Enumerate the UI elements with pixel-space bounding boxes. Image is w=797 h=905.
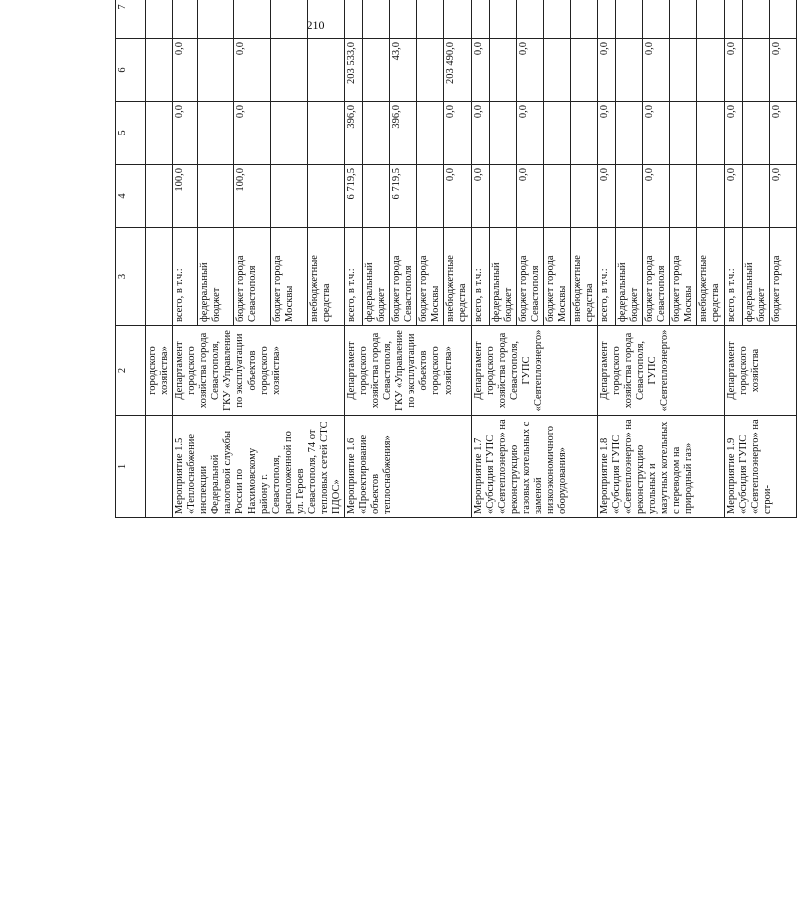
amount-cell bbox=[670, 39, 697, 102]
amount-cell bbox=[234, 0, 271, 39]
amount-cell: 0,0 bbox=[769, 102, 796, 165]
amount-cell: 0,0 bbox=[643, 102, 670, 165]
amount-cell bbox=[670, 0, 697, 39]
amount-cell bbox=[543, 102, 570, 165]
amount-cell bbox=[271, 165, 308, 228]
funding-source: внебюджетные средства bbox=[444, 228, 471, 326]
funding-source: всего, в т.ч.: bbox=[471, 228, 489, 326]
funding-source: внебюджетные средства bbox=[570, 228, 597, 326]
table-cell bbox=[146, 228, 173, 326]
column-header: 4 bbox=[116, 165, 146, 228]
amount-cell bbox=[670, 102, 697, 165]
amount-cell: 100,0 bbox=[234, 165, 271, 228]
amount-cell: 396,0 bbox=[390, 102, 417, 165]
funding-source: бюджет города Севастополя bbox=[390, 228, 417, 326]
amount-cell bbox=[742, 39, 769, 102]
rotated-table-container bbox=[115, 0, 782, 518]
amount-cell bbox=[543, 165, 570, 228]
amount-cell bbox=[363, 165, 390, 228]
column-header: 7 bbox=[116, 0, 146, 39]
amount-cell: 0,0 bbox=[234, 102, 271, 165]
funding-source: федеральный бюджет bbox=[197, 228, 234, 326]
amount-cell bbox=[363, 0, 390, 39]
amount-cell: 43,0 bbox=[390, 39, 417, 102]
amount-cell: 0,0 bbox=[598, 39, 616, 102]
funding-source: внебюджетные средства bbox=[697, 228, 724, 326]
funding-source: внебюджетные средства bbox=[308, 228, 345, 326]
budget-table bbox=[115, 0, 797, 518]
amount-cell bbox=[570, 165, 597, 228]
amount-cell: 0,0 bbox=[724, 39, 742, 102]
amount-cell bbox=[516, 0, 543, 39]
amount-cell: 0,0 bbox=[234, 39, 271, 102]
amount-cell bbox=[670, 165, 697, 228]
amount-cell: 0,0 bbox=[643, 39, 670, 102]
funding-source: бюджет города Севастополя bbox=[643, 228, 670, 326]
amount-cell bbox=[308, 39, 345, 102]
amount-cell bbox=[308, 165, 345, 228]
amount-cell bbox=[570, 39, 597, 102]
amount-cell bbox=[471, 0, 489, 39]
amount-cell bbox=[598, 0, 616, 39]
amount-cell bbox=[742, 102, 769, 165]
amount-cell: 0,0 bbox=[173, 39, 197, 102]
amount-cell bbox=[417, 102, 444, 165]
measure-name: Мероприятие 1.6 «Проектирование объектов теплоснабжения» bbox=[345, 416, 472, 518]
amount-cell bbox=[390, 0, 417, 39]
amount-cell: 0,0 bbox=[769, 39, 796, 102]
amount-cell: 0,0 bbox=[516, 102, 543, 165]
amount-cell: 203 490,0 bbox=[444, 39, 471, 102]
amount-cell: 6 719,5 bbox=[345, 165, 363, 228]
amount-cell bbox=[570, 102, 597, 165]
amount-cell: 0,0 bbox=[724, 165, 742, 228]
amount-cell bbox=[616, 165, 643, 228]
table-cell bbox=[146, 165, 173, 228]
amount-cell bbox=[697, 102, 724, 165]
funding-source: всего, в т.ч.: bbox=[598, 228, 616, 326]
amount-cell: 0,0 bbox=[444, 102, 471, 165]
measure-executor: Департамент городского хозяйства города Севастополя, ГУПС «Севтеплоэнерго» bbox=[471, 326, 598, 416]
amount-cell bbox=[197, 165, 234, 228]
amount-cell: 0,0 bbox=[444, 165, 471, 228]
column-header: 5 bbox=[116, 102, 146, 165]
amount-cell: 0,0 bbox=[471, 102, 489, 165]
amount-cell bbox=[489, 102, 516, 165]
amount-cell: 0,0 bbox=[643, 165, 670, 228]
table-cell bbox=[146, 102, 173, 165]
amount-cell: 6 719,5 bbox=[390, 165, 417, 228]
table-row bbox=[345, 0, 363, 518]
table-body bbox=[116, 0, 797, 518]
amount-cell bbox=[197, 0, 234, 39]
table-row bbox=[173, 0, 197, 518]
funding-source: федеральный бюджет bbox=[489, 228, 516, 326]
amount-cell bbox=[769, 0, 796, 39]
column-header: 6 bbox=[116, 39, 146, 102]
table-row bbox=[471, 0, 489, 518]
funding-source: федеральный бюджет bbox=[742, 228, 769, 326]
funding-source: бюджет города Москвы bbox=[670, 228, 697, 326]
amount-cell: 0,0 bbox=[173, 102, 197, 165]
measure-name: Мероприятие 1.5 «Теплоснабжение инспекции Федеральной налоговой службы России по Нахимовскому району г. Севастополя, расположенной по ул. Героев Севастополя, 74 от тепловых сетей СТС ПДОС» bbox=[173, 416, 345, 518]
amount-cell bbox=[363, 39, 390, 102]
amount-cell bbox=[308, 0, 345, 39]
amount-cell bbox=[173, 0, 197, 39]
amount-cell bbox=[570, 0, 597, 39]
amount-cell bbox=[489, 39, 516, 102]
measure-executor: Департамент городского хозяйства города Севастополя, ГУПС «Севтеплоэнерго» bbox=[598, 326, 725, 416]
amount-cell bbox=[697, 39, 724, 102]
continuation-row bbox=[146, 0, 173, 518]
measure-executor: Департамент городского хозяйства bbox=[724, 326, 796, 416]
amount-cell bbox=[417, 39, 444, 102]
amount-cell bbox=[616, 102, 643, 165]
funding-source: всего, в т.ч.: bbox=[724, 228, 742, 326]
measure-executor: Департамент городского хозяйства города Севастополя, ГКУ «Управление по эксплуатации объектов городского хозяйства» bbox=[345, 326, 472, 416]
funding-source: федеральный бюджет bbox=[363, 228, 390, 326]
table-row bbox=[598, 0, 616, 518]
funding-source: бюджет города Севастополя bbox=[234, 228, 271, 326]
amount-cell bbox=[489, 165, 516, 228]
table-row bbox=[724, 0, 742, 518]
funding-source: бюджет города Москвы bbox=[271, 228, 308, 326]
amount-cell: 0,0 bbox=[724, 102, 742, 165]
measure-name: Мероприятие 1.9 «Субсидия ГУПС «Севтеплоэнерго» на строи- bbox=[724, 416, 796, 518]
measure-executor: Департамент городского хозяйства города Севастополя, ГКУ «Управление по эксплуатации объектов городского хозяйства» bbox=[173, 326, 345, 416]
funding-source: всего, в т.ч.: bbox=[345, 228, 363, 326]
amount-cell bbox=[543, 39, 570, 102]
funding-source: всего, в т.ч.: bbox=[173, 228, 197, 326]
amount-cell bbox=[643, 0, 670, 39]
header-row bbox=[116, 0, 146, 518]
amount-cell bbox=[345, 0, 363, 39]
amount-cell: 396,0 bbox=[345, 102, 363, 165]
column-header: 2 bbox=[116, 326, 146, 416]
funding-source: бюджет города Москвы bbox=[543, 228, 570, 326]
amount-cell bbox=[271, 102, 308, 165]
amount-cell: 0,0 bbox=[471, 165, 489, 228]
amount-cell: 0,0 bbox=[598, 102, 616, 165]
amount-cell: 0,0 bbox=[516, 165, 543, 228]
continuation-executor: городского хозяйства» bbox=[146, 326, 173, 416]
column-header: 3 bbox=[116, 228, 146, 326]
amount-cell bbox=[197, 102, 234, 165]
amount-cell bbox=[197, 39, 234, 102]
amount-cell bbox=[742, 165, 769, 228]
table-cell bbox=[146, 39, 173, 102]
measure-name: Мероприятие 1.7 «Субсидия ГУПС «Севтеплоэнерго» на реконструкцию газовых котельных с заменой низкоэкономичного оборудования» bbox=[471, 416, 598, 518]
amount-cell bbox=[444, 0, 471, 39]
amount-cell: 203 533,0 bbox=[345, 39, 363, 102]
amount-cell bbox=[616, 39, 643, 102]
amount-cell bbox=[616, 0, 643, 39]
funding-source: бюджет города Севастополя bbox=[516, 228, 543, 326]
amount-cell: 0,0 bbox=[769, 165, 796, 228]
amount-cell bbox=[543, 0, 570, 39]
table-cell bbox=[146, 416, 173, 518]
column-header: 1 bbox=[116, 416, 146, 518]
amount-cell bbox=[417, 165, 444, 228]
amount-cell bbox=[417, 0, 444, 39]
measure-name: Мероприятие 1.8 «Субсидия ГУПС «Севтеплоэнерго» на реконструкцию угольных и мазутных котельных с переводом на природный газ» bbox=[598, 416, 725, 518]
amount-cell: 0,0 bbox=[471, 39, 489, 102]
amount-cell: 100,0 bbox=[173, 165, 197, 228]
amount-cell bbox=[697, 0, 724, 39]
amount-cell bbox=[724, 0, 742, 39]
amount-cell bbox=[308, 102, 345, 165]
funding-source: федеральный бюджет bbox=[616, 228, 643, 326]
amount-cell: 0,0 bbox=[598, 165, 616, 228]
amount-cell bbox=[489, 0, 516, 39]
amount-cell bbox=[271, 0, 308, 39]
amount-cell bbox=[742, 0, 769, 39]
funding-source: бюджет города bbox=[769, 228, 796, 326]
amount-cell bbox=[271, 39, 308, 102]
table-cell bbox=[146, 0, 173, 39]
amount-cell: 0,0 bbox=[516, 39, 543, 102]
amount-cell bbox=[697, 165, 724, 228]
page-number: 210 bbox=[306, 18, 325, 32]
amount-cell bbox=[363, 102, 390, 165]
funding-source: бюджет города Москвы bbox=[417, 228, 444, 326]
